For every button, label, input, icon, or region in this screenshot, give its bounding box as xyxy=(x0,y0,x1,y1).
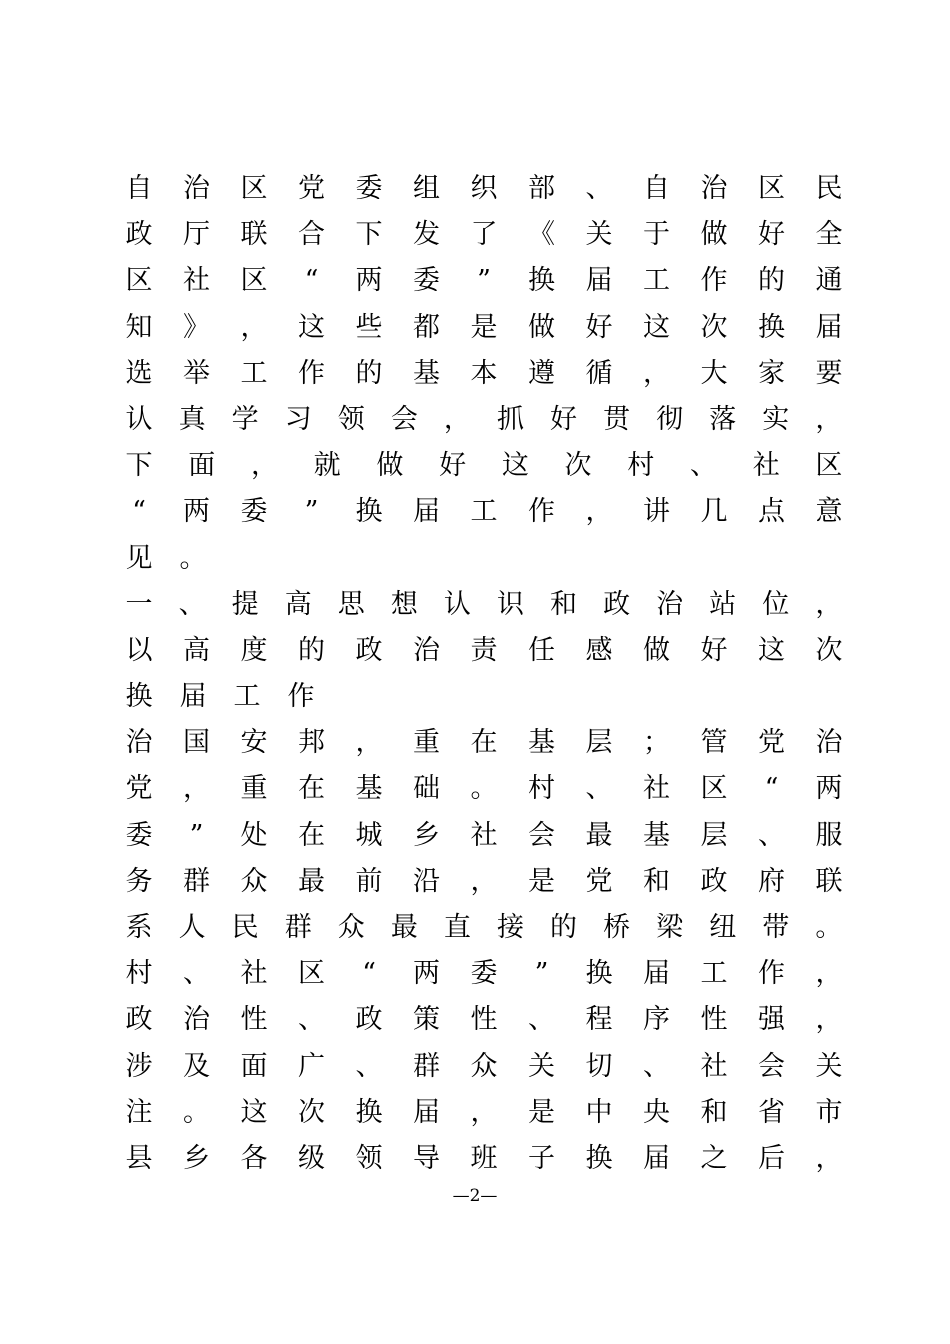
text-line: 涉 及 面 广 、 群 众 关 切 、 社 会 关 xyxy=(125,1050,843,1082)
text-line: 委 ” 处 在 城 乡 社 会 最 基 层 、 服 xyxy=(125,819,843,851)
text-line: 党 ， 重 在 基 础 。 村 、 社 区 “ 两 xyxy=(125,773,843,805)
text-line: 换 届 工 作 xyxy=(125,681,315,713)
text-line: “ 两 委 ” 换 届 工 作 ， 讲 几 点 意 xyxy=(132,496,843,528)
text-line: 区 社 区 “ 两 委 ” 换 届 工 作 的 通 xyxy=(125,265,843,297)
text-line: 以 高 度 的 政 治 责 任 感 做 好 这 次 xyxy=(125,634,843,666)
text-line: 下 面 ， 就 做 好 这 次 村 、 社 区 xyxy=(125,450,843,482)
text-line: 政 治 性 、 政 策 性 、 程 序 性 强 ， xyxy=(125,1004,843,1036)
text-line: 县 乡 各 级 领 导 班 子 换 届 之 后 ， xyxy=(125,1142,843,1174)
text-line: 注 。 这 次 换 届 ， 是 中 央 和 省 市 xyxy=(125,1096,843,1128)
text-line: 务 群 众 最 前 沿 ， 是 党 和 政 府 联 xyxy=(125,865,843,897)
text-line: 政 厅 联 合 下 发 了 《 关 于 做 好 全 xyxy=(125,219,843,251)
page-number: —2— xyxy=(452,1186,498,1206)
text-line: 一 、 提 高 思 想 认 识 和 政 治 站 位 ， xyxy=(125,588,843,620)
text-line: 见 。 xyxy=(125,542,207,574)
text-line: 知 》 ， 这 些 都 是 做 好 这 次 换 届 xyxy=(125,311,843,343)
text-line: 村 、 社 区 “ 两 委 ” 换 届 工 作 ， xyxy=(125,958,843,990)
text-line: 自 治 区 党 委 组 织 部 、 自 治 区 民 xyxy=(125,173,843,204)
text-line: 认 真 学 习 领 会 ， 抓 好 贯 彻 落 实 ， xyxy=(125,403,843,435)
text-line: 系 人 民 群 众 最 直 接 的 桥 梁 纽 带 。 xyxy=(125,912,843,943)
body-text xyxy=(124,166,844,1182)
text-line: 选 举 工 作 的 基 本 遵 循 ， 大 家 要 xyxy=(125,357,843,389)
text-line: 治 国 安 邦 ， 重 在 基 层 ； 管 党 治 xyxy=(125,727,843,759)
